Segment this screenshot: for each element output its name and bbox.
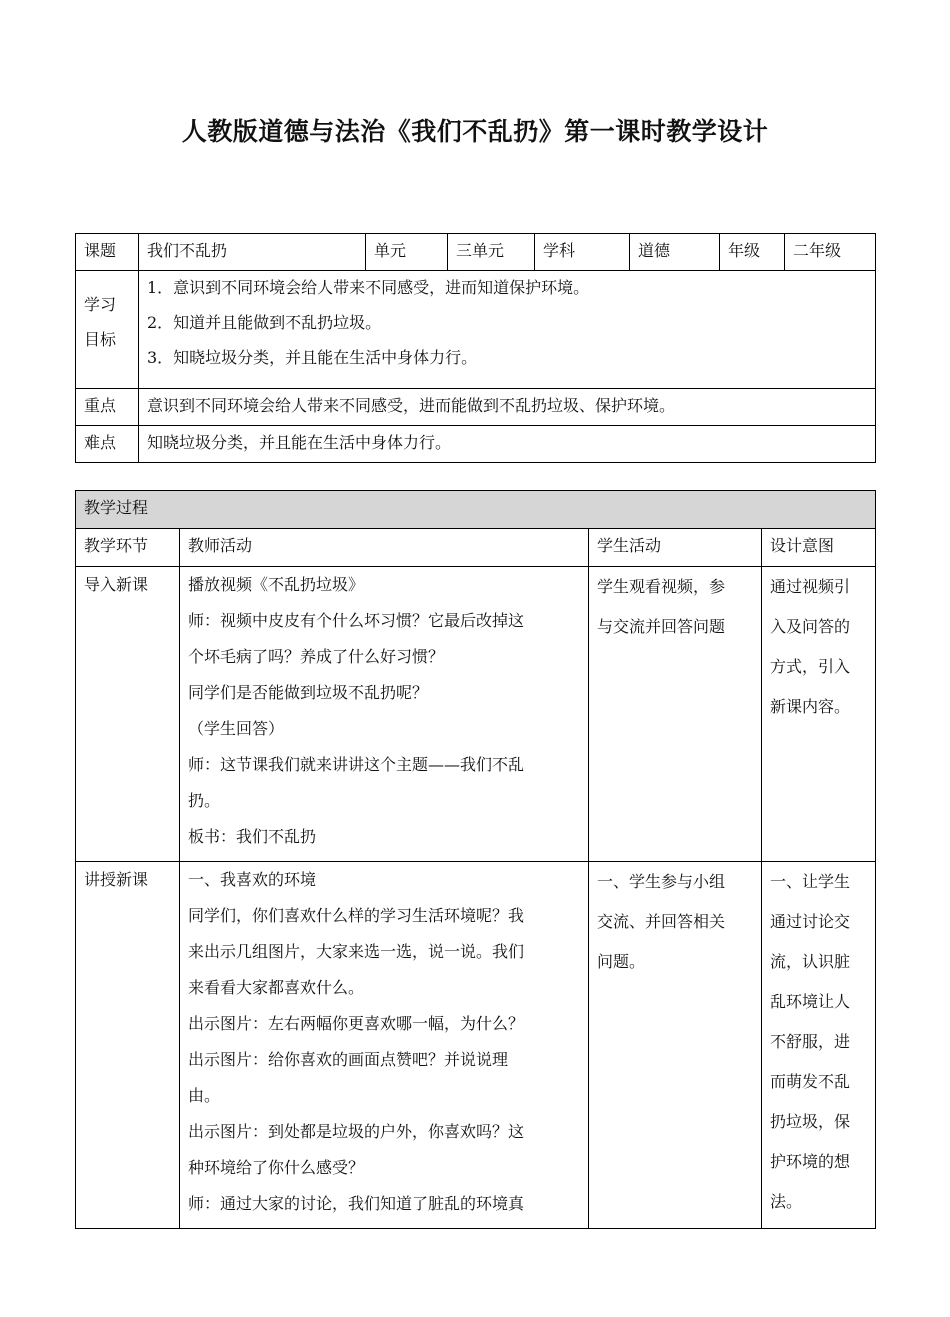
document-title: 人教版道德与法治《我们不乱扔》第一课时教学设计	[181, 117, 769, 146]
unit-label: 单元	[366, 234, 448, 271]
column-header: 教师活动	[180, 529, 589, 567]
objective-item: 3．知晓垃圾分类，并且能在生活中身体力行。	[147, 348, 478, 367]
teacher-activity-cell: 一、我喜欢的环境 同学们，你们喜欢什么样的学习生活环境呢？我 来出示几组图片，大家来选一选，说一说。我们 来看看大家都喜欢什么。 出示图片：左右两幅你更喜欢哪一幅，为什么？ 出示图片：给你喜欢的画面点赞吧？并说说理 由。 出示图片：到处都是垃圾的户外，你喜欢吗？这 种环境给了你什么感受？ 师：通过大家的讨论，我们知道了脏乱的环境真	[180, 862, 589, 1229]
objectives-label: 学习 目标	[76, 271, 139, 389]
topic-value: 我们不乱扔	[139, 234, 366, 271]
topic-label: 课题	[76, 234, 139, 271]
design-intent-cell: 一、让学生 通过讨论交 流，认识脏 乱环境让人 不舒服，进 而萌发不乱 扔垃圾，保 护环境的想 法。	[762, 862, 876, 1229]
objective-item: 1．意识到不同环境会给人带来不同感受，进而知道保护环境。	[147, 278, 590, 297]
grade-value: 二年级	[785, 234, 876, 271]
column-header: 设计意图	[762, 529, 876, 567]
info-row-key	[76, 389, 876, 426]
info-row-difficulty	[76, 426, 876, 463]
stage-cell: 讲授新课	[76, 862, 180, 1229]
info-row-objectives	[76, 271, 876, 389]
key-label: 重点	[76, 389, 139, 426]
grade-label: 年级	[720, 234, 785, 271]
process-row-intro	[76, 567, 876, 862]
objective-item: 2．知道并且能做到不乱扔垃圾。	[147, 313, 382, 332]
objectives-list	[139, 271, 876, 389]
info-row-topic	[76, 234, 876, 271]
student-activity-cell: 学生观看视频，参 与交流并回答问题	[589, 567, 762, 862]
difficulty-label: 难点	[76, 426, 139, 463]
design-intent-cell: 通过视频引 入及问答的 方式，引入 新课内容。	[762, 567, 876, 862]
student-activity-cell: 一、学生参与小组 交流、并回答相关 问题。	[589, 862, 762, 1229]
subject-value: 道德	[630, 234, 720, 271]
process-header-row	[76, 491, 876, 529]
lesson-info-table	[75, 233, 876, 463]
key-value: 意识到不同环境会给人带来不同感受，进而能做到不乱扔垃圾、保护环境。	[139, 389, 876, 426]
process-row-lecture	[76, 862, 876, 1229]
subject-label: 学科	[535, 234, 630, 271]
teaching-process-table	[75, 490, 876, 1229]
column-header-row	[76, 529, 876, 567]
process-header: 教学过程	[76, 491, 876, 529]
column-header: 教学环节	[76, 529, 180, 567]
unit-value: 三单元	[448, 234, 535, 271]
column-header: 学生活动	[589, 529, 762, 567]
stage-cell: 导入新课	[76, 567, 180, 862]
teacher-activity-cell: 播放视频《不乱扔垃圾》 师：视频中皮皮有个什么坏习惯？它最后改掉这 个坏毛病了吗？养成了什么好习惯？ 同学们是否能做到垃圾不乱扔呢？ （学生回答） 师：这节课我们就来讲讲这个主题——我们不乱 扔。 板书：我们不乱扔	[180, 567, 589, 862]
difficulty-value: 知晓垃圾分类，并且能在生活中身体力行。	[139, 426, 876, 463]
